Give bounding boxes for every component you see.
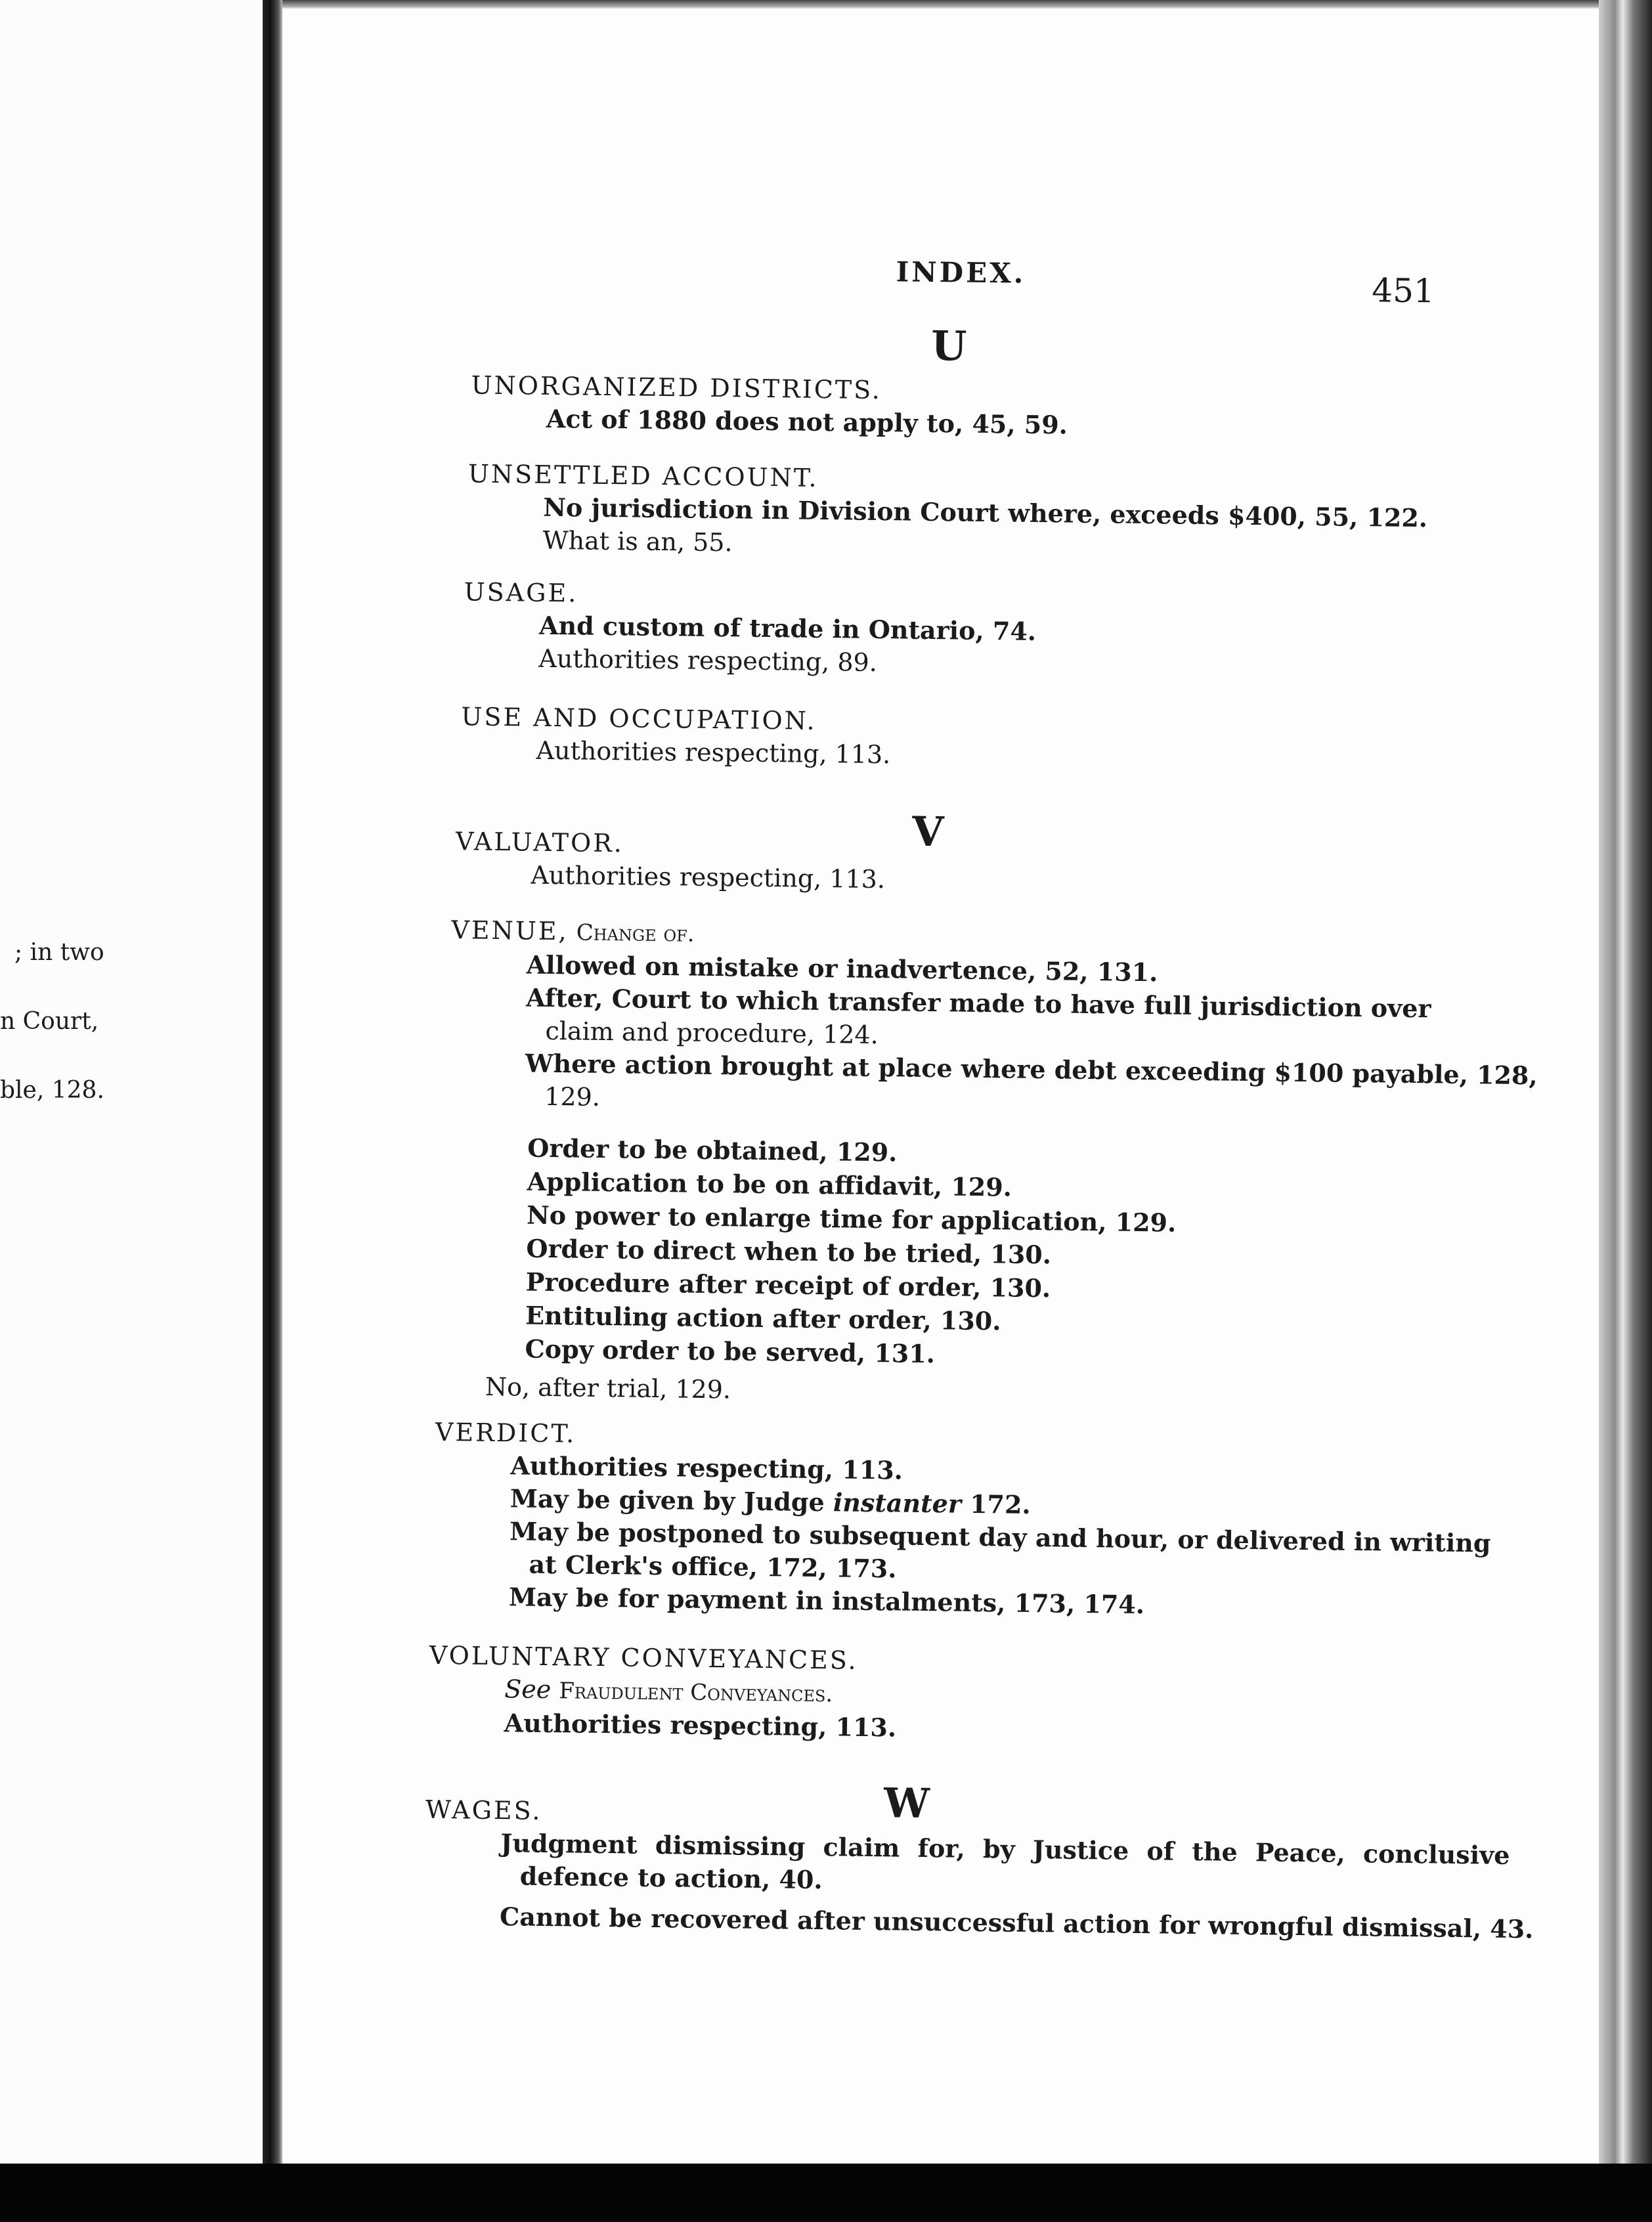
see-target: Fraudulent Conveyances.	[559, 1678, 833, 1708]
entry-heading: VERDICT.	[435, 1417, 576, 1449]
entry-subitem: No jurisdiction in Division Court where, exceeds $400, 55, 122.	[542, 492, 1428, 533]
facing-page-fragment: n Court,	[0, 1008, 99, 1035]
entry-subitem: May be for payment in instalments, 173, 174.	[508, 1582, 1145, 1620]
nested-subitem: No power to enlarge time for application, 129.	[526, 1200, 1177, 1238]
index-entry-usage	[463, 575, 1037, 681]
section-letter-w: W	[883, 1779, 930, 1828]
nested-subitem: Procedure after receipt of order, 130.	[525, 1267, 1051, 1303]
nested-subitem: Application to be on affidavit, 129.	[527, 1166, 1012, 1202]
entry-heading-smallcaps: Change of.	[576, 919, 695, 948]
entry-heading: VOLUNTARY CONVEYANCES.	[429, 1640, 858, 1675]
entry-subitem: Allowed on mistake or inadvertence, 52, 131.	[526, 949, 1158, 988]
entry-subitem: Authorities respecting, 113.	[536, 735, 891, 770]
entry-subitem: Authorities respecting, 113.	[510, 1450, 903, 1485]
entry-heading-main: VENUE,	[451, 915, 569, 946]
entry-subitem: Cannot be recovered after unsuccessful action for wrongful dismissal, 43.	[499, 1902, 1534, 1944]
entry-heading: UNSETTLED ACCOUNT.	[467, 459, 819, 492]
index-entry-unsettled-account	[467, 457, 1428, 567]
entry-subitem-continuation: defence to action, 40.	[519, 1861, 823, 1895]
see-label: See	[504, 1674, 552, 1705]
entry-heading: USAGE.	[464, 577, 578, 608]
entry-subitem: May be postponed to subsequent day and hour, or delivered in writing	[509, 1516, 1491, 1558]
entry-subitem-continuation: 129.	[544, 1081, 601, 1112]
facing-page-fragment: ble, 128.	[0, 1077, 104, 1104]
entry-subitem: Authorities respecting, 113.	[531, 860, 886, 894]
entry-heading: VALUATOR.	[455, 827, 624, 858]
facing-page	[0, 0, 263, 2164]
entry-subitem: Authorities respecting, 113.	[504, 1708, 897, 1743]
entry-subitem: Authorities respecting, 89.	[538, 643, 878, 678]
entry-subitem-continuation: at Clerk's office, 172, 173.	[529, 1549, 897, 1584]
entry-heading: WAGES.	[425, 1795, 542, 1825]
nested-subitem: Order to direct when to be tried, 130.	[526, 1233, 1052, 1270]
venue-nested-list	[525, 1131, 1177, 1374]
index-entry-unorganized-districts	[471, 368, 1068, 441]
index-entry-valuator	[455, 825, 886, 896]
section-letter-u: U	[930, 322, 967, 370]
nested-subitem: Order to be obtained, 129.	[527, 1133, 898, 1167]
entry-subitem: After, Court to which transfer made to have full jurisdiction over	[525, 982, 1431, 1024]
entry-subitem: And custom of trade in Ontario, 74.	[538, 610, 1037, 646]
running-head: INDEX.	[896, 255, 1026, 290]
section-letter-v: V	[911, 807, 944, 856]
entry-subitem: Where action brought at place where debt exceeding $100 payable, 128,	[525, 1048, 1538, 1091]
entry-see-also	[429, 1672, 897, 1712]
venue-last-subitem: No, after trial, 129.	[485, 1372, 731, 1405]
entry-subitem: Act of 1880 does not apply to, 45, 59.	[546, 403, 1068, 440]
entry-subitem-italic: instanter	[833, 1487, 962, 1519]
entry-heading: UNORGANIZED DISTRICTS.	[471, 370, 882, 405]
nested-subitem: Entituling action after order, 130.	[525, 1300, 1001, 1336]
entry-subitem: What is an, 55.	[542, 525, 733, 557]
index-page	[282, 9, 1599, 2164]
nested-subitem: Copy order to be served, 131.	[525, 1334, 936, 1369]
scan-edge-bottom	[0, 2164, 1652, 2222]
entry-subitem-text: May be given by Judge	[510, 1483, 825, 1517]
index-entry-use-and-occupation	[460, 700, 891, 771]
entry-subitem-continuation: claim and procedure, 124.	[545, 1016, 879, 1050]
facing-page-fragment: ; in two	[14, 939, 104, 966]
page-content	[269, 2, 1612, 2172]
entry-subitem-page: 172.	[969, 1489, 1031, 1519]
page-number: 451	[1372, 271, 1435, 311]
entry-subitem: Judgment dismissing claim for, by Justice of the Peace, conclusive	[500, 1828, 1510, 1870]
index-entry-venue	[449, 913, 1539, 1125]
index-entry-verdict	[433, 1416, 1492, 1626]
index-entry-wages	[424, 1793, 1535, 1946]
index-entry-voluntary-conveyances	[428, 1639, 897, 1745]
entry-heading: USE AND OCCUPATION.	[461, 702, 817, 735]
